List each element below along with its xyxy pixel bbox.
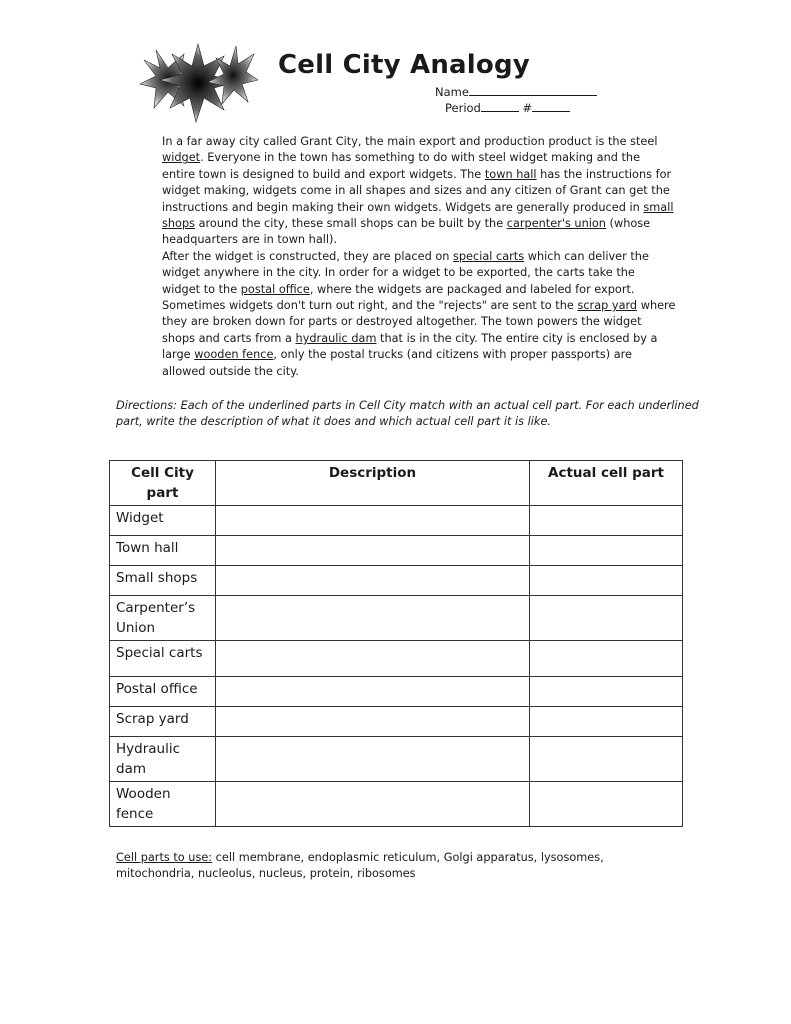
description-cell[interactable]	[216, 707, 530, 737]
story-text-segment: After the widget is constructed, they are placed on	[162, 249, 453, 263]
table-row	[110, 596, 683, 641]
story-text-segment: In a far away city called Grant City, the main export and production product is the steel	[162, 135, 658, 148]
underlined-term-town-hall: town hall	[484, 167, 537, 181]
description-cell[interactable]	[216, 506, 530, 536]
name-field[interactable]	[435, 84, 597, 99]
description-cell[interactable]	[216, 737, 530, 782]
number-label: #	[522, 101, 533, 115]
cell-part-cell[interactable]	[530, 707, 683, 737]
story-paragraph-1	[116, 134, 676, 249]
row-label-postal-office: Postal office	[110, 677, 216, 707]
story-text-segment: around the city, these small shops can be built by the	[195, 217, 507, 231]
description-cell[interactable]	[216, 641, 530, 677]
number-blank[interactable]	[532, 100, 570, 112]
story-text-segment: that is in the city. The entire city is enclosed by a large	[162, 331, 658, 362]
description-cell[interactable]	[216, 782, 530, 827]
underlined-term-postal-office: postal office	[240, 282, 310, 296]
story-text-segment: , only the postal trucks (and citizens with proper passports) are allowed outside the city.	[162, 348, 632, 378]
description-cell[interactable]	[216, 677, 530, 707]
period-blank[interactable]	[481, 100, 519, 112]
name-label: Name	[435, 85, 469, 99]
cell-part-cell[interactable]	[530, 566, 683, 596]
period-field[interactable]	[445, 100, 570, 115]
cell-part-cell[interactable]	[530, 677, 683, 707]
row-label-widget: Widget	[110, 506, 216, 536]
row-label-small-shops: Small shops	[110, 566, 216, 596]
table-row	[110, 566, 683, 596]
description-cell[interactable]	[216, 536, 530, 566]
header-cell-city-part: Cell City part	[110, 461, 216, 506]
table-row	[110, 737, 683, 782]
cell-parts-text: cell membrane, endoplasmic reticulum, Golgi apparatus, lysosomes, mitochondria, nucleolus, nucleus, protein, ribosomes	[116, 851, 604, 881]
cell-parts-label: Cell parts to use:	[116, 851, 213, 864]
table-row	[110, 782, 683, 827]
directions-text: Directions: Each of the underlined parts in Cell City match with an actual cell part. For each underlined part, write the description of what it does and which actual cell part it is like.	[116, 399, 699, 429]
table-row	[110, 641, 683, 677]
cell-part-cell[interactable]	[530, 782, 683, 827]
analogy-table	[109, 460, 683, 827]
table-row	[110, 677, 683, 707]
cell-part-cell[interactable]	[530, 536, 683, 566]
story-text	[116, 134, 676, 380]
table-header-row	[110, 461, 683, 506]
description-cell[interactable]	[216, 596, 530, 641]
cell-part-cell[interactable]	[530, 737, 683, 782]
underlined-term-special-carts: special carts	[453, 249, 525, 263]
cell-part-cell[interactable]	[530, 596, 683, 641]
row-label-wooden-fence: Wooden fence	[110, 782, 216, 827]
row-label-town-hall: Town hall	[110, 536, 216, 566]
page-title: Cell City Analogy	[278, 50, 530, 80]
name-blank[interactable]	[469, 84, 597, 96]
underlined-term-hydraulic-dam: hydraulic dam	[295, 331, 377, 345]
header-actual-cell-part: Actual cell part	[530, 461, 683, 506]
star-burst-logo-icon	[138, 40, 258, 125]
underlined-term-widget: widget	[162, 151, 201, 165]
underlined-term-scrap-yard: scrap yard	[577, 299, 638, 313]
row-label-scrap-yard: Scrap yard	[110, 707, 216, 737]
underlined-term-wooden-fence: wooden fence	[194, 348, 274, 362]
table-row	[110, 707, 683, 737]
header-description: Description	[216, 461, 530, 506]
story-text-segment: , where the widgets are packaged and labeled for export. Sometimes widgets don't turn out right, and the "rejects" are sent to the	[162, 282, 635, 313]
story-text-segment: which can deliver the widget anywhere in the city. In order for a widget to be exported, the carts take the widget to the	[162, 249, 649, 296]
row-label-carpenters-union: Carpenter’s Union	[110, 596, 216, 641]
table-row	[110, 506, 683, 536]
table-row	[110, 536, 683, 566]
row-label-hydraulic-dam: Hydraulic dam	[110, 737, 216, 782]
story-text-segment: has the instructions for widget making, widgets come in all shapes and sizes and any citizen of Grant can get the instructions and begin making their own widgets. Widgets are generally produced in	[162, 167, 672, 214]
underlined-term-carpenters-union: carpenter's union	[506, 217, 606, 231]
story-text-segment: . Everyone in the town has something to do with steel widget making and the entire town is designed to build and export widgets. The	[162, 151, 641, 181]
description-cell[interactable]	[216, 566, 530, 596]
story-text-segment: (whose headquarters are in town hall).	[162, 217, 651, 247]
cell-part-cell[interactable]	[530, 641, 683, 677]
cell-parts-list	[116, 850, 676, 883]
cell-part-cell[interactable]	[530, 506, 683, 536]
row-label-special-carts: Special carts	[110, 641, 216, 677]
period-label: Period	[445, 101, 481, 115]
story-paragraph-2	[116, 249, 676, 380]
story-text-segment: where they are broken down for parts or destroyed altogether. The town powers the widget shops and carts from a	[162, 299, 676, 345]
underlined-term-small-shops: small shops	[162, 200, 674, 231]
